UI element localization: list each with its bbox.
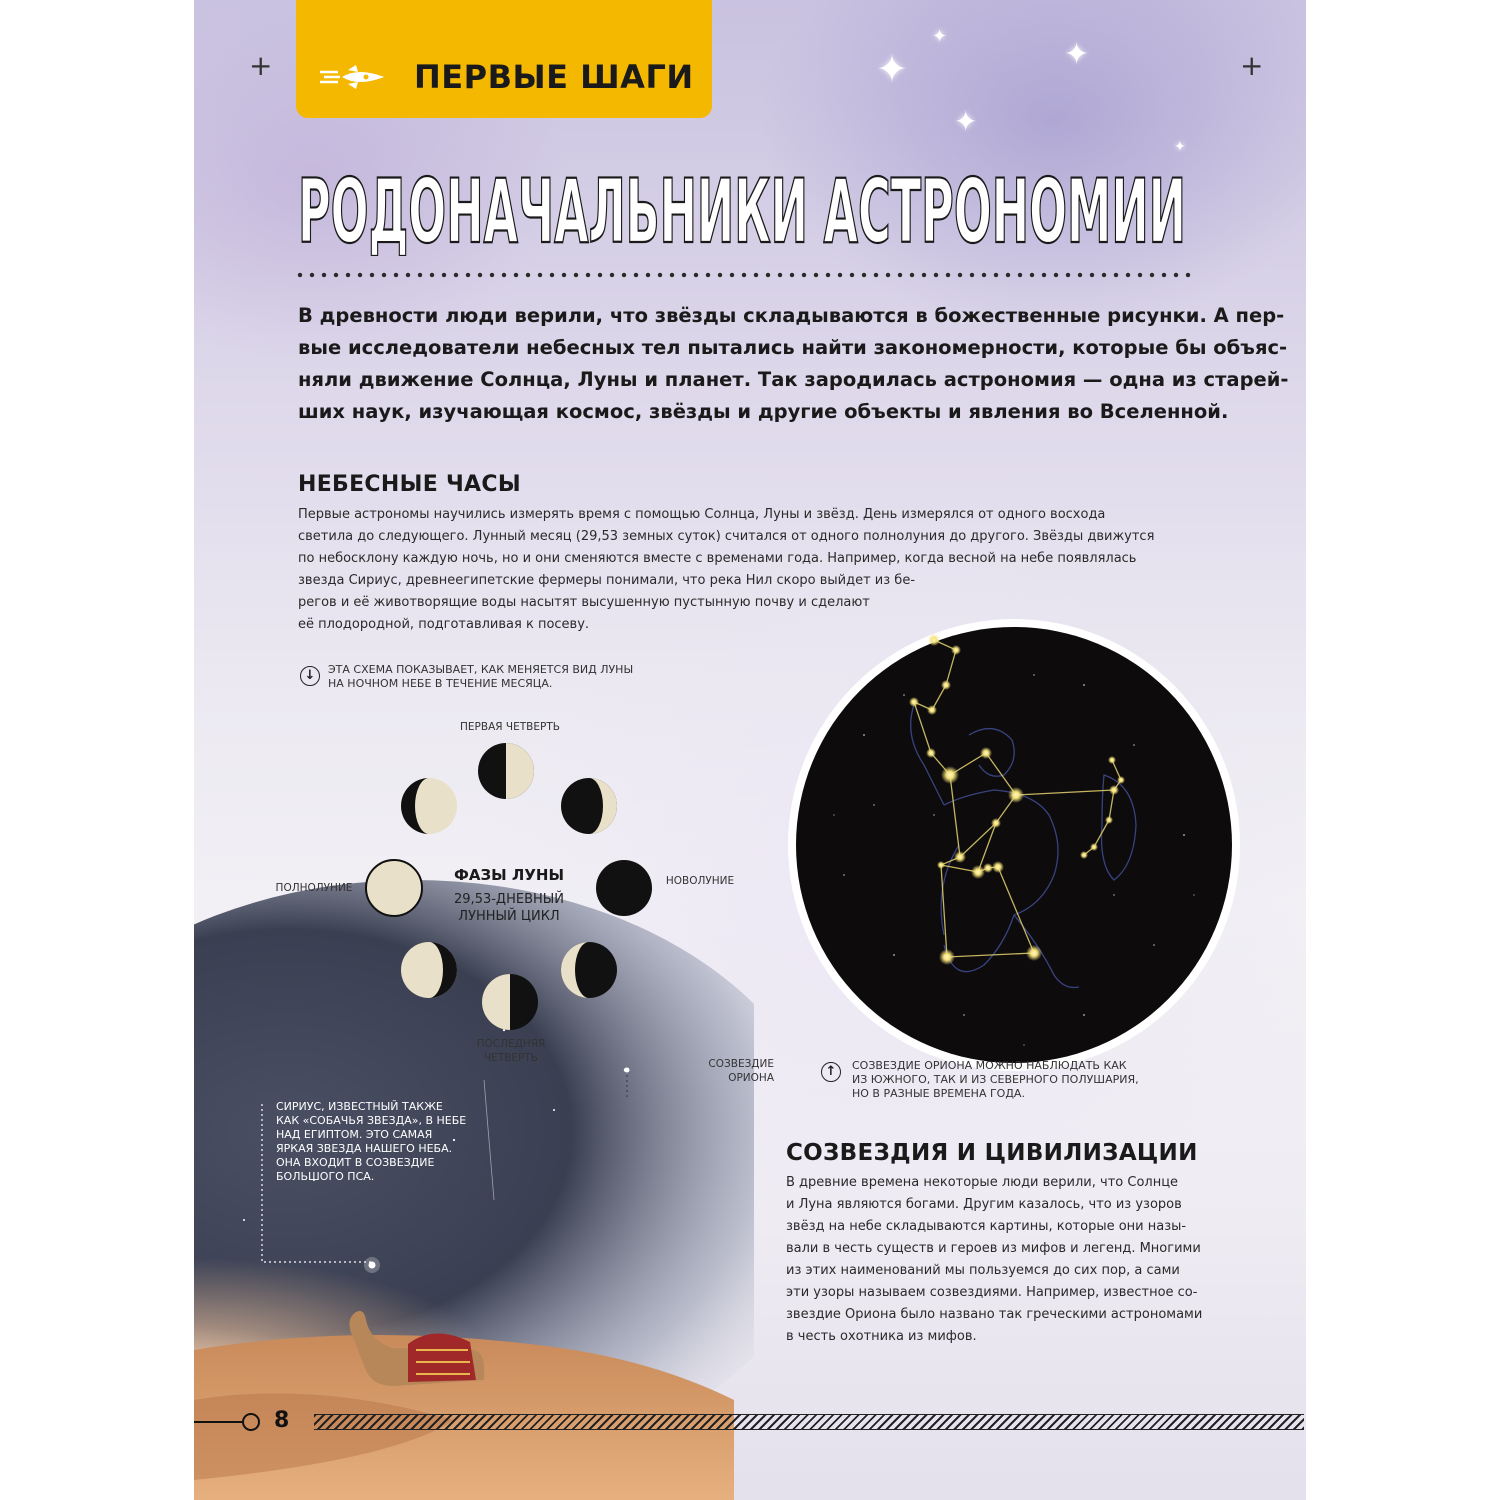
moon-phases-title: ФАЗЫ ЛУНЫ [453, 866, 565, 884]
moon-waning-crescent [559, 940, 619, 1000]
body-line: эти узоры называем созвездиями. Например, известное со- [786, 1285, 1198, 1300]
sparkle-star-icon: ✦ [1064, 37, 1090, 72]
page-marker-circle [242, 1413, 260, 1431]
caption-line: НА НОЧНОМ НЕБЕ В ТЕЧЕНИЕ МЕСЯЦА. [328, 677, 553, 690]
plus-mark-right: + [1240, 49, 1264, 82]
body-line: по небосклону каждую ночь, но и они сменяются вместе с временами года. Например, когда весной на небе появлялась [298, 551, 1137, 566]
body-line: её плодородной, подготавливая к посеву. [298, 617, 590, 632]
sirius-leader-line [254, 1100, 384, 1270]
section-heading-celestial-clock: НЕБЕСНЫЕ ЧАСЫ [298, 472, 521, 497]
footer-hatched-bar [314, 1414, 1304, 1430]
caption-line: ОНА ВХОДИТ В СОЗВЕЗДИЕ [276, 1156, 435, 1169]
page-title-text: РОДОНАЧАЛЬНИКИ АСТРОНОМИИ [298, 160, 1186, 256]
body-line: звездие Ориона было названо так греческими астрономами [786, 1307, 1203, 1322]
subtitle-line: 29,53-ДНЕВНЫЙ [454, 892, 564, 907]
caption-line: ЯРКАЯ ЗВЕЗДА НАШЕГО НЕБА. [276, 1142, 453, 1155]
sparkle-star-icon: ✦ [876, 47, 908, 91]
body-line: вали в честь существ и героев из мифов и легенд. Многими [786, 1241, 1201, 1256]
section-heading-constellations: СОЗВЕЗДИЯ И ЦИВИЛИЗАЦИИ [786, 1140, 1198, 1166]
page-title [294, 160, 1194, 256]
body-line: Первые астрономы научились измерять время с помощью Солнца, Луны и звёзд. День измерялся от одного восхода [298, 507, 1106, 522]
label-full-moon: ПОЛНОЛУНИЕ [275, 882, 353, 894]
label-first-quarter: ПЕРВАЯ ЧЕТВЕРТЬ [460, 721, 560, 733]
section-tab-label: ПЕРВЫЕ ШАГИ [414, 58, 694, 96]
caption-line: НО В РАЗНЫЕ ВРЕМЕНА ГОДА. [852, 1087, 1025, 1100]
caption-line: ЭТА СХЕМА ПОКАЗЫВАЕТ, КАК МЕНЯЕТСЯ ВИД ЛУНЫ [328, 663, 634, 676]
moon-new [594, 858, 654, 918]
body-line: регов и её животворящие воды насытят высушенную пустынную почву и сделают [298, 595, 870, 610]
caption-line: СИРИУС, ИЗВЕСТНЫЙ ТАКЖЕ [276, 1100, 443, 1113]
label-last-quarter [456, 1037, 566, 1065]
footer-rule [194, 1421, 242, 1423]
body-line: светила до следующего. Лунный месяц (29,53 земных суток) считался от одного полнолуния до другого. Звёзды движутся [298, 529, 1155, 544]
body-line: из этих наименований мы пользуемся до сих пор, а сами [786, 1263, 1180, 1278]
moon-waxing-gibbous [399, 776, 459, 836]
arrow-down-circle-icon: ↓ [300, 666, 320, 686]
caption-line: СОЗВЕЗДИЕ ОРИОНА МОЖНО НАБЛЮДАТЬ КАК [852, 1059, 1127, 1072]
label-line: ПОСЛЕДНЯЯ [476, 1038, 546, 1050]
orion-constellation-map [784, 615, 1244, 1075]
sparkle-star-icon: ✦ [954, 105, 978, 138]
arrow-up-circle-icon: ↑ [821, 1062, 841, 1082]
label-line: СОЗВЕЗДИЕ [708, 1058, 774, 1070]
body-line: звезда Сириус, древнеегипетские фермеры понимали, что река Нил скоро выйдет из бе- [298, 573, 916, 588]
moon-waxing-crescent [559, 776, 619, 836]
caption-line: НАД ЕГИПТОМ. ЭТО САМАЯ [276, 1128, 433, 1141]
body-line: и Луна являются богами. Другим казалось, что из узоров [786, 1197, 1182, 1212]
intro-line: няли движение Солнца, Луны и планет. Так зародилась астрономия — одна из старей- [298, 368, 1289, 391]
book-page [194, 0, 1306, 1500]
moon-first-quarter [476, 741, 536, 801]
caption-line: КАК «СОБАЧЬЯ ЗВЕЗДА», В НЕБЕ [276, 1114, 467, 1127]
caption-line: ИЗ ЮЖНОГО, ТАК И ИЗ СЕВЕРНОГО ПОЛУШАРИЯ, [852, 1073, 1139, 1086]
sparkle-star-icon: ✦ [1174, 139, 1186, 155]
dotted-divider [294, 272, 1192, 278]
caption-line: БОЛЬШОГО ПСА. [276, 1170, 375, 1183]
moon-waning-gibbous [399, 940, 459, 1000]
page-number: 8 [274, 1408, 290, 1433]
rocket-icon [318, 64, 390, 90]
moon-last-quarter [480, 972, 540, 1032]
body-line: В древние времена некоторые люди верили, что Солнце [786, 1175, 1179, 1190]
body-line: звёзд на небе складываются картины, которые они назы- [786, 1219, 1187, 1234]
label-line: ОРИОНА [728, 1072, 774, 1084]
section2-body [786, 1172, 1216, 1348]
label-line: ЧЕТВЕРТЬ [483, 1052, 539, 1064]
orion-leader-line [619, 1060, 659, 1100]
intro-paragraph [298, 300, 1289, 428]
label-orion [674, 1057, 774, 1085]
plus-mark-left: + [249, 49, 273, 82]
intro-line: В древности люди верили, что звёзды складываются в божественные рисунки. А пер- [298, 304, 1285, 327]
moon-diagram-caption [328, 663, 633, 691]
sparkle-star-icon: ✦ [932, 26, 948, 47]
body-line: в честь охотника из мифов. [786, 1329, 977, 1344]
moon-full [364, 858, 424, 918]
subtitle-line: ЛУННЫЙ ЦИКЛ [458, 909, 560, 924]
section-tab [296, 0, 712, 118]
intro-line: вые исследователи небесных тел пытались найти закономерности, которые бы объяс- [298, 336, 1288, 359]
label-new-moon: НОВОЛУНИЕ [665, 875, 735, 887]
intro-line: ших наук, изучающая космос, звёзды и другие объекты и явления во Вселенной. [298, 400, 1229, 423]
orion-caption [852, 1059, 1139, 1101]
moon-phases-subtitle [426, 891, 592, 925]
